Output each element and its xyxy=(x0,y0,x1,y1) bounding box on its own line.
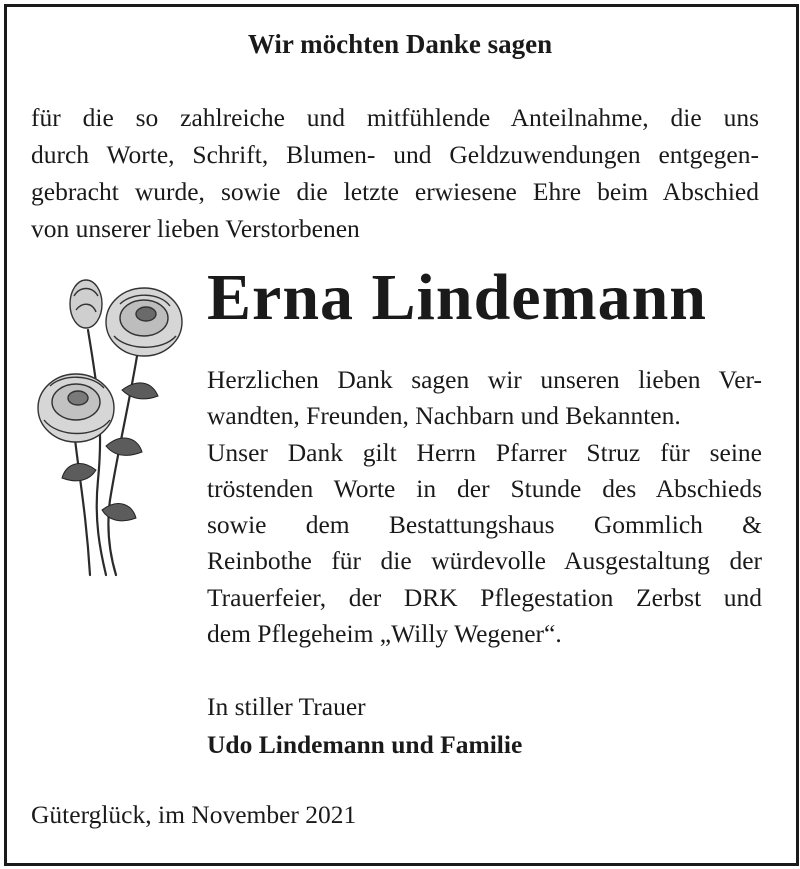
deceased-name: Erna Lindemann xyxy=(207,261,707,334)
thanks-line: Trauerfeier, der DRK Pflegestation Zerbst und xyxy=(207,582,762,612)
signature: Udo Lindemann und Familie xyxy=(207,730,523,759)
thanks-line: Reinbothe für die würdevolle Ausgestaltung der xyxy=(207,546,762,576)
thanks-line: sowie dem Bestattungshaus Gommlich & xyxy=(207,510,762,540)
intro-line: für die so zahlreiche und mitfühlende Anteilnahme, die uns xyxy=(31,103,759,132)
place-date: Güterglück, im November 2021 xyxy=(31,800,357,829)
thanks-line: tröstenden Worte in der Stunde des Abschieds xyxy=(207,473,762,503)
thanks-line: wandten, Freunden, Nachbarn und Bekannten. xyxy=(207,401,681,431)
intro-line: gebracht wurde, sowie die letzte erwiesene Ehre beim Abschied xyxy=(31,177,759,206)
thanks-text xyxy=(207,362,762,652)
thanks-line: Herzlichen Dank sagen wir unseren lieben Ver- xyxy=(207,365,762,394)
roses-icon xyxy=(26,270,196,582)
thanks-line: dem Pflegeheim „Willy Wegener“. xyxy=(207,619,562,649)
intro-line: von unserer lieben Verstorbenen xyxy=(31,214,360,243)
thanks-line: Unser Dank gilt Herrn Pfarrer Struz für seine xyxy=(207,437,762,467)
intro-line: durch Worte, Schrift, Blumen- und Geldzuwendungen entgegen- xyxy=(31,140,759,169)
closing-text: In stiller Trauer xyxy=(207,692,366,721)
heading: Wir möchten Danke sagen xyxy=(247,29,553,59)
intro-text xyxy=(31,99,759,247)
